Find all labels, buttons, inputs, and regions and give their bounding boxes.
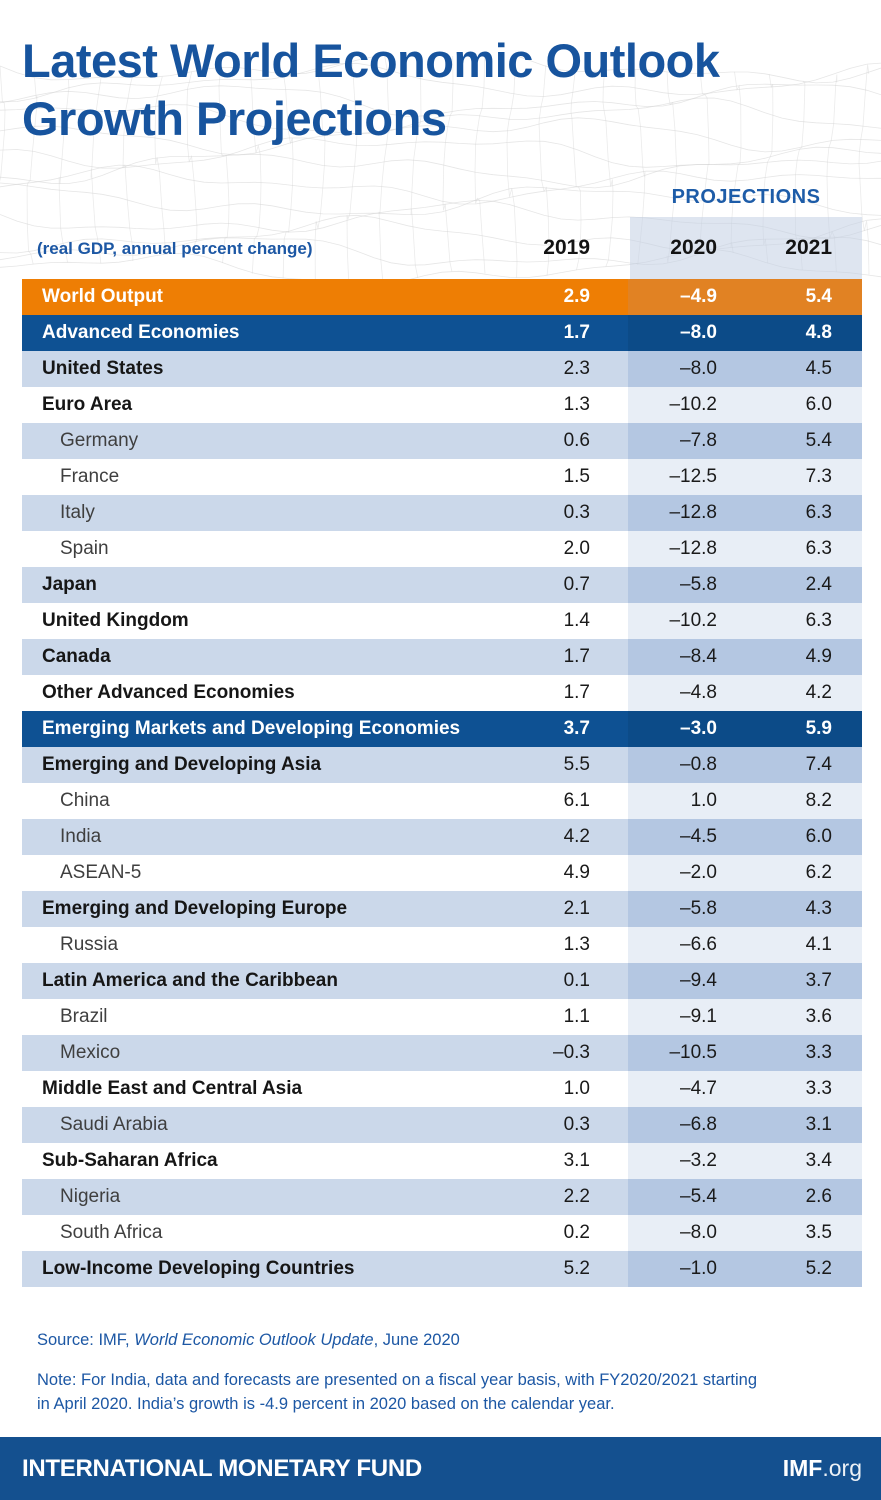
table-row (22, 1035, 862, 1071)
value-2019: 0.1 (563, 970, 590, 991)
row-label: Middle East and Central Asia (42, 1078, 303, 1099)
row-label: ASEAN-5 (60, 862, 142, 883)
value-2021: 6.2 (745, 855, 862, 891)
value-2019: 1.7 (563, 322, 590, 343)
value-2020: –7.8 (628, 423, 745, 459)
row-label: Mexico (60, 1042, 121, 1063)
row-label: Emerging and Developing Europe (42, 898, 348, 919)
value-2019: 5.5 (563, 754, 590, 775)
source-suffix: , June 2020 (373, 1331, 460, 1349)
table-row (22, 675, 862, 711)
value-2019: 2.9 (563, 286, 590, 307)
row-label: Other Advanced Economies (42, 682, 295, 703)
table-row (22, 279, 862, 315)
value-2020: –10.2 (628, 603, 745, 639)
row-label: Italy (60, 502, 95, 523)
column-gap (600, 675, 628, 711)
value-2021: 3.3 (745, 1035, 862, 1071)
row-label: Nigeria (60, 1186, 121, 1207)
value-2019: 1.3 (563, 394, 590, 415)
column-gap (600, 639, 628, 675)
value-2019: 4.2 (563, 826, 590, 847)
footnote (37, 1368, 757, 1416)
table-row (22, 387, 862, 423)
column-gap (600, 567, 628, 603)
column-gap (600, 495, 628, 531)
row-label: France (60, 466, 120, 487)
column-gap (600, 711, 628, 747)
value-2019: 2.0 (563, 538, 590, 559)
org-name: INTERNATIONAL MONETARY FUND (22, 1454, 422, 1482)
table-row (22, 1107, 862, 1143)
value-2021: 6.3 (745, 531, 862, 567)
row-label: South Africa (60, 1222, 163, 1243)
row-label: China (60, 790, 110, 811)
row-label: Euro Area (42, 394, 133, 415)
column-gap (600, 747, 628, 783)
column-gap (600, 963, 628, 999)
column-gap (600, 927, 628, 963)
value-2020: –4.8 (628, 675, 745, 711)
value-2019: –0.3 (553, 1042, 590, 1063)
value-2019: 0.6 (563, 430, 590, 451)
value-2021: 6.0 (745, 819, 862, 855)
value-2019: 1.1 (563, 1006, 590, 1027)
footer-bar (0, 1437, 881, 1500)
value-2019: 0.3 (563, 1114, 590, 1135)
value-2021: 7.3 (745, 459, 862, 495)
value-2020: –8.0 (628, 315, 745, 351)
page-title (22, 32, 720, 148)
year-header-2021: 2021 (785, 236, 832, 259)
value-2020: –8.0 (628, 1215, 745, 1251)
value-2020: –12.5 (628, 459, 745, 495)
column-gap (600, 855, 628, 891)
value-2020: –6.8 (628, 1107, 745, 1143)
row-label: United States (42, 358, 164, 379)
value-2021: 2.4 (745, 567, 862, 603)
value-2020: 1.0 (628, 783, 745, 819)
table-row (22, 531, 862, 567)
year-header-2019: 2019 (543, 236, 590, 259)
value-2019: 1.0 (563, 1078, 590, 1099)
imf-org-suffix: .org (822, 1455, 862, 1481)
page-title-line1: Latest World Economic Outlook (22, 34, 720, 87)
page-title-line2: Growth Projections (22, 92, 447, 145)
table-row (22, 711, 862, 747)
column-gap (600, 1143, 628, 1179)
imf-org-site (783, 1455, 862, 1482)
value-2021: 6.0 (745, 387, 862, 423)
value-2019: 5.2 (563, 1258, 590, 1279)
column-gap (600, 387, 628, 423)
table-row (22, 351, 862, 387)
column-gap (600, 1107, 628, 1143)
column-gap (600, 1251, 628, 1287)
table-row (22, 747, 862, 783)
value-2021: 5.9 (745, 711, 862, 747)
table-row (22, 999, 862, 1035)
value-2021: 3.6 (745, 999, 862, 1035)
value-2020: –4.5 (628, 819, 745, 855)
table-row (22, 423, 862, 459)
column-gap (600, 279, 628, 315)
footnote-line2: in April 2020. India’s growth is -4.9 percent in 2020 based on the calendar year. (37, 1395, 615, 1413)
row-label: United Kingdom (42, 610, 189, 631)
table-row (22, 1179, 862, 1215)
value-2020: –1.0 (628, 1251, 745, 1287)
value-2020: –2.0 (628, 855, 745, 891)
table-row (22, 459, 862, 495)
value-2021: 4.5 (745, 351, 862, 387)
row-label: Emerging Markets and Developing Economies (42, 718, 461, 739)
table-row (22, 1215, 862, 1251)
table-row (22, 855, 862, 891)
value-2019: 6.1 (563, 790, 590, 811)
value-2020: –10.5 (628, 1035, 745, 1071)
value-2020: –8.4 (628, 639, 745, 675)
column-gap (600, 1215, 628, 1251)
table-row (22, 1251, 862, 1287)
value-2021: 3.4 (745, 1143, 862, 1179)
value-2019: 1.3 (563, 934, 590, 955)
value-2019: 2.1 (563, 898, 590, 919)
value-2021: 4.3 (745, 891, 862, 927)
value-2021: 4.8 (745, 315, 862, 351)
value-2021: 4.2 (745, 675, 862, 711)
column-gap (600, 819, 628, 855)
value-2021: 3.7 (745, 963, 862, 999)
value-2019: 1.4 (563, 610, 590, 631)
row-label: Brazil (60, 1006, 108, 1027)
value-2020: –8.0 (628, 351, 745, 387)
value-2021: 3.1 (745, 1107, 862, 1143)
column-gap (600, 423, 628, 459)
value-2020: –9.4 (628, 963, 745, 999)
value-2021: 6.3 (745, 603, 862, 639)
row-label: World Output (42, 286, 164, 307)
value-2019: 2.2 (563, 1186, 590, 1207)
value-2019: 4.9 (563, 862, 590, 883)
column-gap (600, 459, 628, 495)
table-row (22, 1143, 862, 1179)
value-2019: 1.5 (563, 466, 590, 487)
row-label: Low-Income Developing Countries (42, 1258, 355, 1279)
column-gap (600, 1071, 628, 1107)
value-2019: 0.3 (563, 502, 590, 523)
table-row (22, 1071, 862, 1107)
value-2020: –4.7 (628, 1071, 745, 1107)
row-label: Canada (42, 646, 111, 667)
value-2021: 3.5 (745, 1215, 862, 1251)
table-row (22, 783, 862, 819)
value-2021: 2.6 (745, 1179, 862, 1215)
column-gap (600, 999, 628, 1035)
column-gap (600, 351, 628, 387)
row-label: Germany (60, 430, 139, 451)
value-2020: –3.0 (628, 711, 745, 747)
value-2020: –10.2 (628, 387, 745, 423)
value-2020: –5.8 (628, 567, 745, 603)
value-2020: –5.4 (628, 1179, 745, 1215)
table-row (22, 819, 862, 855)
row-label: Latin America and the Caribbean (42, 970, 338, 991)
value-2021: 4.9 (745, 639, 862, 675)
table-row (22, 603, 862, 639)
row-label: Sub-Saharan Africa (42, 1150, 218, 1171)
value-2021: 8.2 (745, 783, 862, 819)
value-2020: –9.1 (628, 999, 745, 1035)
projections-label: PROJECTIONS (671, 186, 821, 208)
value-2021: 7.4 (745, 747, 862, 783)
source-line (37, 1331, 460, 1350)
row-label: India (60, 826, 102, 847)
column-gap (600, 531, 628, 567)
unit-label: (real GDP, annual percent change) (37, 239, 313, 258)
column-gap (600, 783, 628, 819)
value-2020: –0.8 (628, 747, 745, 783)
row-label: Russia (60, 934, 119, 955)
table-row (22, 639, 862, 675)
value-2020: –12.8 (628, 531, 745, 567)
value-2019: 0.7 (563, 574, 590, 595)
value-2019: 2.3 (563, 358, 590, 379)
row-label: Advanced Economies (42, 322, 240, 343)
value-2019: 1.7 (563, 682, 590, 703)
row-label: Spain (60, 538, 109, 559)
column-gap (600, 603, 628, 639)
table-row (22, 495, 862, 531)
table-row (22, 567, 862, 603)
value-2020: –3.2 (628, 1143, 745, 1179)
imf-org-bold: IMF (782, 1455, 823, 1481)
year-header-2020: 2020 (670, 236, 717, 259)
value-2020: –5.8 (628, 891, 745, 927)
value-2021: 5.4 (745, 423, 862, 459)
table-row (22, 891, 862, 927)
row-label: Emerging and Developing Asia (42, 754, 322, 775)
value-2021: 3.3 (745, 1071, 862, 1107)
footnote-line1: Note: For India, data and forecasts are presented on a fiscal year basis, with FY2020/2021 starting (37, 1371, 757, 1389)
value-2020: –4.9 (628, 279, 745, 315)
value-2019: 0.2 (563, 1222, 590, 1243)
row-label: Japan (42, 574, 97, 595)
value-2020: –12.8 (628, 495, 745, 531)
table-row (22, 963, 862, 999)
column-gap (600, 315, 628, 351)
value-2021: 4.1 (745, 927, 862, 963)
value-2021: 5.2 (745, 1251, 862, 1287)
table-row (22, 927, 862, 963)
column-gap (600, 1035, 628, 1071)
source-prefix: Source: IMF, (37, 1331, 135, 1349)
value-2021: 5.4 (745, 279, 862, 315)
value-2019: 3.1 (563, 1150, 590, 1171)
value-2019: 1.7 (563, 646, 590, 667)
column-gap (600, 1179, 628, 1215)
source-publication: World Economic Outlook Update (134, 1331, 374, 1349)
value-2021: 6.3 (745, 495, 862, 531)
row-label: Saudi Arabia (60, 1114, 168, 1135)
value-2020: –6.6 (628, 927, 745, 963)
value-2019: 3.7 (563, 718, 590, 739)
growth-projections-table (22, 279, 862, 1287)
column-gap (600, 891, 628, 927)
table-row (22, 315, 862, 351)
